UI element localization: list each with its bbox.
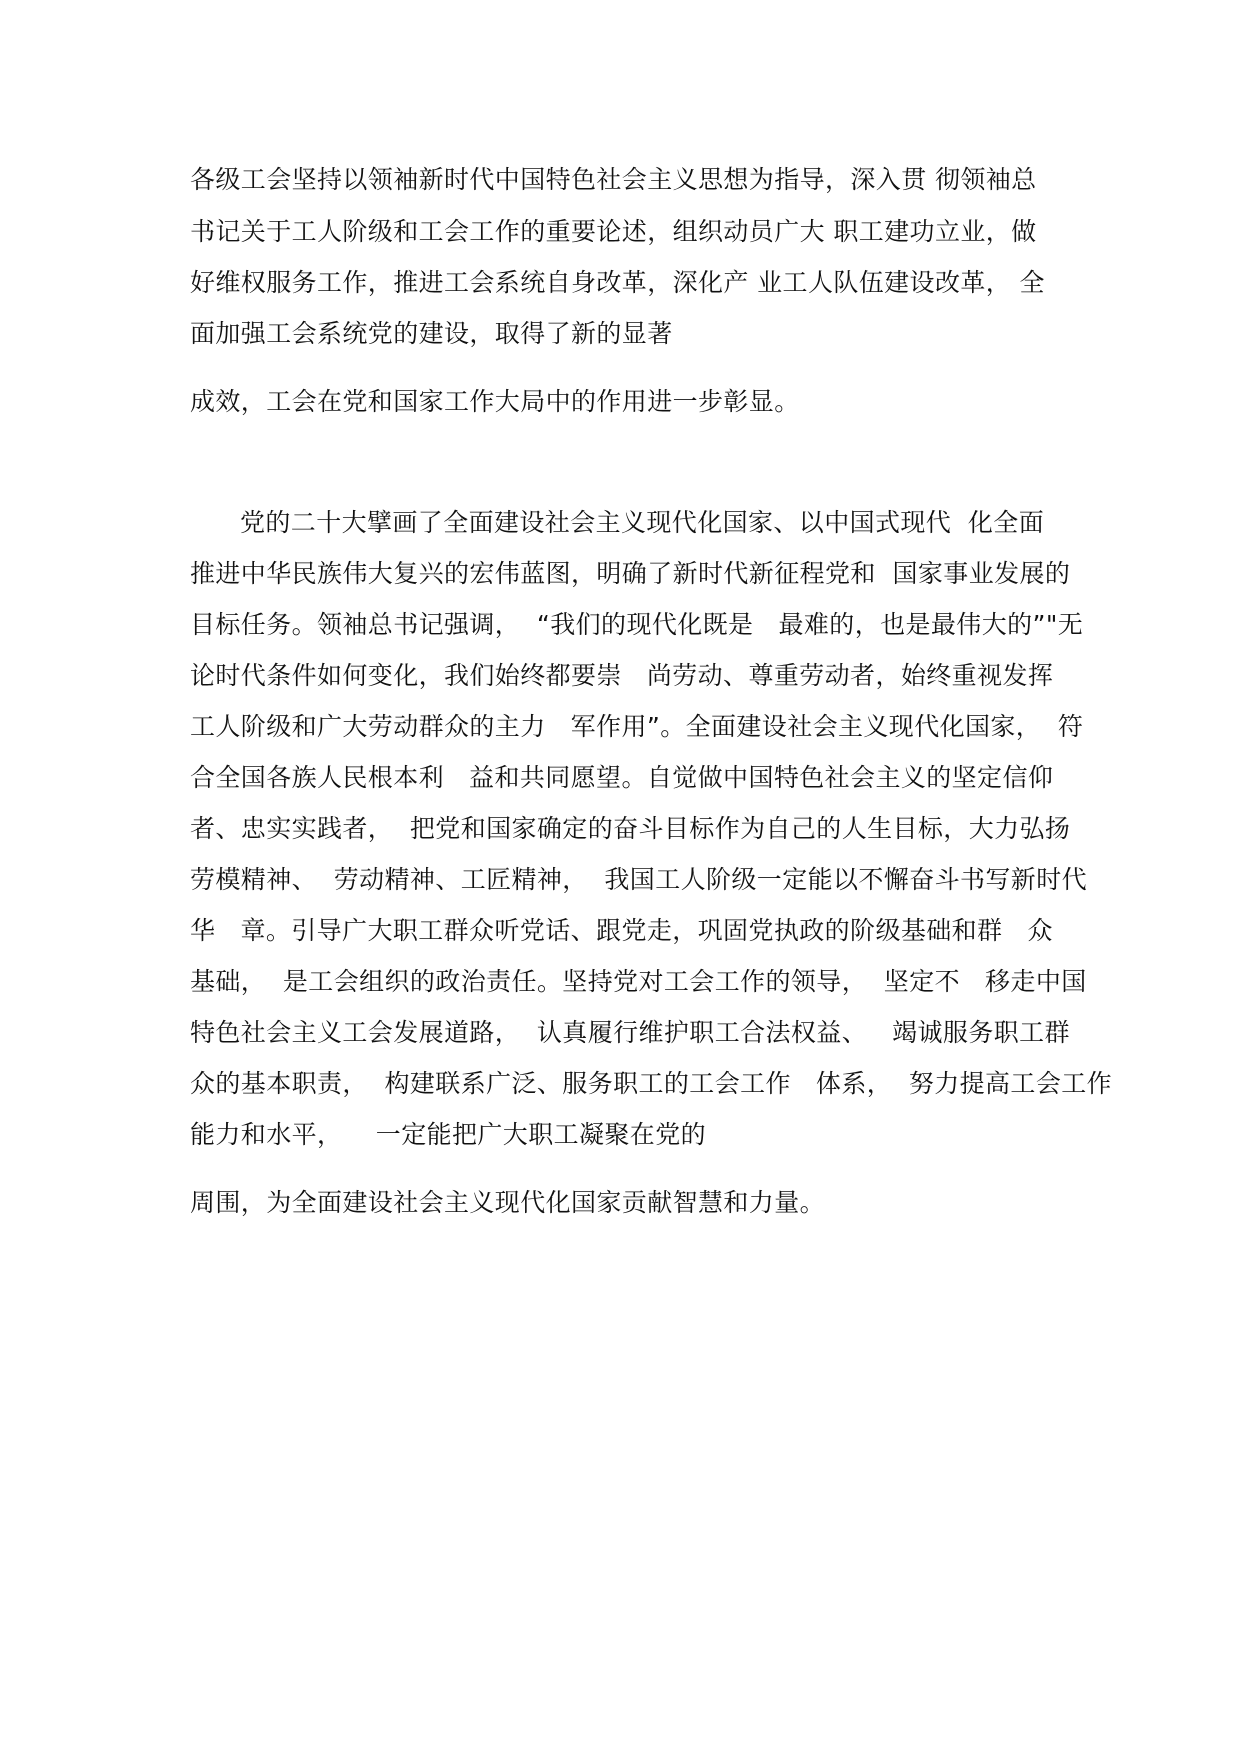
text-line: 合全国各族人民根本利 益和共同愿望。自觉做中国特色社会主义的坚定信仰 bbox=[190, 763, 1054, 792]
text-line: 论时代条件如何变化，我们始终都要崇 尚劳动、尊重劳动者，始终重视发挥 bbox=[190, 661, 1054, 690]
text-line: 各级工会坚持以领袖新时代中国特色社会主义思想为指导，深入贯 彻领袖总 bbox=[190, 165, 1037, 194]
text-line: 工人阶级和广大劳动群众的主力 军作用”。全面建设社会主义现代化国家， 符 bbox=[190, 712, 1084, 741]
text-line: 众的基本职责， 构建联系广泛、服务职工的工会工作 体系， 努力提高工会工作 bbox=[190, 1069, 1113, 1098]
text-line: 特色社会主义工会发展道路， 认真履行维护职工合法权益、 竭诚服务职工群 bbox=[190, 1018, 1070, 1047]
text-line: 党的二十大擘画了全面建设社会主义现代化国家、以中国式现代 化全面 bbox=[240, 508, 1045, 537]
text-line: 者、忠实实践者， 把党和国家确定的奋斗目标作为自己的人生目标，大力弘扬 bbox=[190, 814, 1071, 843]
text-line: 劳模精神、 劳动精神、工匠精神， 我国工人阶级一定能以不懈奋斗书写新时代 bbox=[190, 865, 1087, 894]
text-line: 推进中华民族伟大复兴的宏伟蓝图，明确了新时代新征程党和 国家事业发展的 bbox=[190, 559, 1071, 588]
text-line: 能力和水平， 一定能把广大职工凝聚在党的 bbox=[190, 1120, 706, 1149]
text-line: 书记关于工人阶级和工会工作的重要论述，组织动员广大 职工建功立业，做 bbox=[190, 217, 1037, 246]
text-line: 好维权服务工作，推进工会系统自身改革，深化产 业工人队伍建设改革， 全 bbox=[190, 268, 1045, 297]
text-line: 基础， 是工会组织的政治责任。坚持党对工会工作的领导， 坚定不 移走中国 bbox=[190, 967, 1087, 996]
text-line: 面加强工会系统党的建设，取得了新的显著 bbox=[190, 319, 673, 348]
text-line: 目标任务。领袖总书记强调， “我们的现代化既是 最难的，也是最伟大的”"无 bbox=[190, 610, 1084, 639]
text-line: 周围，为全面建设社会主义现代化国家贡献智慧和力量。 bbox=[190, 1188, 826, 1217]
text-line: 华 章。引导广大职工群众听党话、跟党走，巩固党执政的阶级基础和群 众 bbox=[190, 916, 1053, 945]
text-line: 成效，工会在党和国家工作大局中的作用进一步彰显。 bbox=[190, 387, 800, 416]
